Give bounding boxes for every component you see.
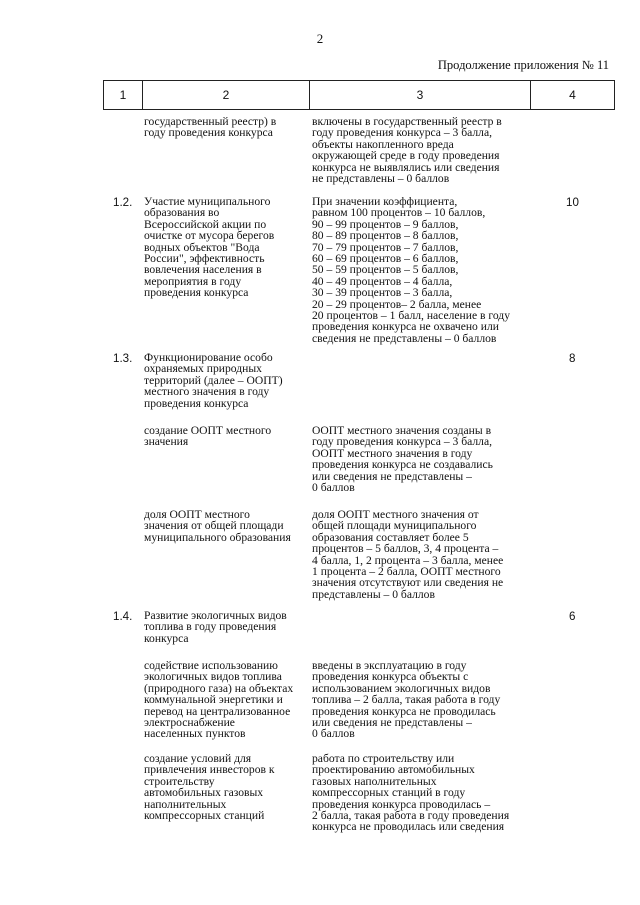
row-1-4-max-score: 6 [569, 610, 576, 623]
row-1-4b-scoring: работа по строительству или проектированию автомобильных газовых наполнительных компрессорных станций в году проведения конкурса проводилась – 2 балла, такая работа в году проведения конкурса не проводилась или сведения [312, 752, 510, 834]
row-1-2-scoring: При значении коэффициента, равном 100 процентов – 10 баллов, 90 – 99 процентов – 9 баллов, 80 – 89 процентов – 8 баллов, 70 – 79 процентов – 7 баллов, 60 – 69 процентов – 6 баллов, 50 – 59 процентов – 5 баллов, 40 – 49 процентов – 4 балла, 30 – 39 процентов – 3 балла, 20 – 29 процентов– 2 балла, менее 20 процентов – 1 балл, население в году проведения конкурса не охвачено или сведения не представлены – 0 баллов [312, 195, 510, 345]
row-1-4-criterion: Развитие экологичных видов топлива в году проведения конкурса [144, 609, 287, 645]
row-1-4a-scoring: введены в эксплуатацию в году проведения конкурса объекты с использованием экологичных видов топлива – 2 балла, такая работа в году проведения конкурса не проводилась или сведения не представлены – 0 баллов [312, 659, 501, 741]
row-1-3a-scoring: ООПТ местного значения созданы в году проведения конкурса – 3 балла, ООПТ местного значения в году проведения конкурса не создавались или сведения не представлены – 0 баллов [312, 424, 493, 495]
row-1-3b-criterion: доля ООПТ местного значения от общей площади муниципального образования [144, 508, 291, 544]
row-1-3a-criterion: создание ООПТ местного значения [144, 424, 272, 449]
header-col-3: 3 [309, 81, 530, 109]
row-1-2-number: 1.2. [113, 196, 133, 209]
row-1-4b-criterion: создание условий для привлечения инвесторов к строительству автомобильных газовых наполнительных компрессорных станций [144, 752, 275, 823]
row-1-4-number: 1.4. [113, 610, 133, 623]
row-1-4a-criterion: содействие использованию экологичных видов топлива (природного газа) на объектах коммунальной энергетики и перевод на централизованное электроснабжение населенных пунктов [144, 659, 294, 741]
row-cont-scoring: включены в государственный реестр в году проведения конкурса – 3 балла, объекты накопленного вреда окружающей среде в году проведения конкурса не выявлялись или сведения не представлены – 0 баллов [312, 115, 502, 186]
row-1-3-number: 1.3. [113, 352, 133, 365]
row-1-3-max-score: 8 [569, 352, 576, 365]
row-cont-criterion: государственный реестр) в году проведения конкурса [144, 115, 277, 140]
continuation-title: Продолжение приложения № 11 [437, 58, 609, 72]
row-1-3b-scoring: доля ООПТ местного значения от общей площади муниципального образования составляет более 5 процентов – 5 баллов, 3, 4 процента – 4 балла, 1, 2 процента – 3 балла, менее 1 процента – 2 балла, ООПТ местного значения отсутствуют или сведения не представлены – 0 баллов [312, 508, 504, 601]
header-col-4: 4 [530, 81, 614, 109]
header-col-1: 1 [119, 88, 127, 102]
row-1-3-criterion: Функционирование особо охраняемых природных территорий (далее – ООПТ) местного значения в году проведения конкурса [144, 351, 283, 410]
header-col-2: 2 [142, 81, 309, 109]
row-1-2-max-score: 10 [566, 196, 579, 209]
row-1-2-criterion: Участие муниципального образования во Всероссийской акции по очистке от мусора берегов водных объектов "Вода России", эффективность вовлечения населения в мероприятия в году проведения конкурса [144, 195, 275, 300]
table-header-row [103, 80, 615, 110]
page-number: 2 [316, 31, 324, 46]
